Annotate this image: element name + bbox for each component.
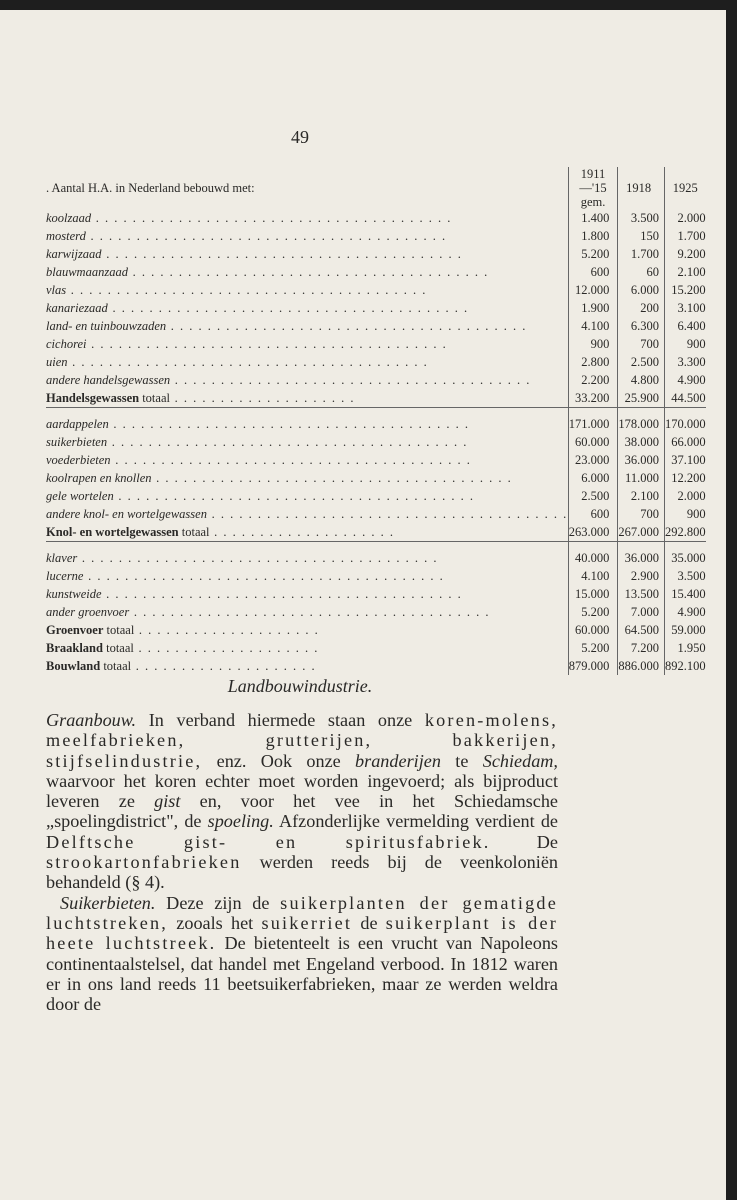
total-value: 5.200 xyxy=(568,639,618,657)
run: De bietenteelt is een vrucht van Napoleons continentaalstelsel, dat handel met Engeland verbood. In 1812 waren er in ons land reeds 11 beetsuikerfabrieken, maar ze werden weldra door de xyxy=(46,933,559,1015)
total-value: 292.800 xyxy=(664,523,705,542)
row-value: 1.900 xyxy=(568,299,618,317)
row-label xyxy=(46,567,568,585)
row-value: 1.400 xyxy=(568,209,618,227)
divider-cell xyxy=(46,542,568,550)
row-value: 6.300 xyxy=(618,317,665,335)
row-value: 4.100 xyxy=(568,317,618,335)
row-value: 600 xyxy=(568,505,618,523)
row-value: 2.100 xyxy=(664,263,705,281)
row-label xyxy=(46,281,568,299)
total-value: 886.000 xyxy=(618,657,665,675)
run: de xyxy=(352,912,386,933)
row-label-text: koolrapen en knollen . . . xyxy=(46,471,512,485)
run-italic: Schiedam, xyxy=(482,750,558,771)
run-spaced: strookartonfabrieken xyxy=(46,852,242,873)
row-label xyxy=(46,451,568,469)
total-label xyxy=(46,523,568,542)
row-label xyxy=(46,335,568,353)
total-value: 64.500 xyxy=(618,621,665,639)
run: en, voor het vee in het Schiedamsche „spoelingdistrict", de xyxy=(46,791,558,832)
table-row xyxy=(46,353,706,371)
total-label-rest: totaal . . . xyxy=(182,525,395,539)
run-spaced: suikerriet xyxy=(261,912,353,933)
row-label-text: karwijzaad . . . xyxy=(46,247,462,261)
run: Deze zijn de xyxy=(155,892,281,913)
row-value: 36.000 xyxy=(618,451,665,469)
row-label-text: klaver . . . xyxy=(46,551,438,565)
row-label xyxy=(46,209,568,227)
row-value: 36.000 xyxy=(618,549,665,567)
table-row xyxy=(46,451,706,469)
row-label xyxy=(46,469,568,487)
total-label-bold: Braakland xyxy=(46,641,103,655)
row-value: 9.200 xyxy=(664,245,705,263)
run: waarvoor het koren echter moet worden ingevoerd; als bijproduct leveren ze xyxy=(46,770,558,812)
row-label-text: ander groenvoer . . . xyxy=(46,605,490,619)
total-value: 879.000 xyxy=(568,657,618,675)
row-label xyxy=(46,549,568,567)
table-row xyxy=(46,505,706,523)
row-value: 60 xyxy=(618,263,665,281)
run-spaced: Delftsche gist- en spiritusfabriek. xyxy=(46,831,491,852)
run-italic: gist xyxy=(154,791,181,812)
total-value: 1.950 xyxy=(664,639,705,657)
row-label xyxy=(46,245,568,263)
run-italic: spoeling. xyxy=(207,811,274,832)
row-value: 3.100 xyxy=(664,299,705,317)
table-row xyxy=(46,469,706,487)
row-value: 5.200 xyxy=(568,603,618,621)
total-label-bold: Groenvoer xyxy=(46,623,104,637)
table-row xyxy=(46,281,706,299)
divider-cell xyxy=(618,542,665,550)
table-header-row xyxy=(46,167,706,209)
row-value: 2.100 xyxy=(618,487,665,505)
row-label xyxy=(46,585,568,603)
row-value: 12.000 xyxy=(568,281,618,299)
run-title: Suikerbieten. xyxy=(60,892,156,913)
row-label-text: uien . . . xyxy=(46,355,428,369)
divider-cell xyxy=(568,542,618,550)
run: enz. Ook onze xyxy=(202,750,356,771)
table-row xyxy=(46,433,706,451)
row-value: 37.100 xyxy=(664,451,705,469)
row-label xyxy=(46,415,568,433)
row-value: 700 xyxy=(618,335,665,353)
row-value: 35.000 xyxy=(664,549,705,567)
row-value: 3.300 xyxy=(664,353,705,371)
row-label xyxy=(46,487,568,505)
row-label-text: voederbieten . . . xyxy=(46,453,471,467)
row-value: 15.200 xyxy=(664,281,705,299)
row-label-text: land- en tuinbouwzaden . . . xyxy=(46,319,527,333)
row-label-text: andere handelsgewassen . . . xyxy=(46,373,531,387)
row-value: 1.700 xyxy=(664,227,705,245)
total-value: 59.000 xyxy=(664,621,705,639)
run: te xyxy=(440,750,483,771)
row-value: 12.200 xyxy=(664,469,705,487)
total-label-rest: totaal . . . xyxy=(103,659,316,673)
total-value: 25.900 xyxy=(618,389,665,408)
row-value: 2.500 xyxy=(618,353,665,371)
total-row xyxy=(46,639,706,657)
row-value: 1.700 xyxy=(618,245,665,263)
total-label-bold: Handelsgewassen xyxy=(46,391,140,405)
row-value: 900 xyxy=(568,335,618,353)
table-row xyxy=(46,549,706,567)
row-value: 2.900 xyxy=(618,567,665,585)
total-label-rest: totaal . . . xyxy=(106,641,319,655)
section-divider xyxy=(46,408,706,416)
total-value: 33.200 xyxy=(568,389,618,408)
row-label xyxy=(46,353,568,371)
total-value: 267.000 xyxy=(618,523,665,542)
row-value: 178.000 xyxy=(618,415,665,433)
total-value: 263.000 xyxy=(568,523,618,542)
row-label-text: gele wortelen . . . xyxy=(46,489,474,503)
table-row xyxy=(46,263,706,281)
total-label xyxy=(46,621,568,639)
row-label-text: andere knol- en wortelgewassen . . . xyxy=(46,507,568,521)
row-label-text: koolzaad . . . xyxy=(46,211,452,225)
table-row xyxy=(46,299,706,317)
row-label xyxy=(46,433,568,451)
table-row xyxy=(46,317,706,335)
acreage-table xyxy=(46,167,706,675)
total-label xyxy=(46,657,568,675)
row-value: 7.000 xyxy=(618,603,665,621)
row-value: 171.000 xyxy=(568,415,618,433)
header-col-1918: 1918 xyxy=(618,167,665,209)
book-page xyxy=(0,10,726,1200)
table-row xyxy=(46,603,706,621)
row-value: 600 xyxy=(568,263,618,281)
row-value: 2.800 xyxy=(568,353,618,371)
row-value: 900 xyxy=(664,505,705,523)
run: zooals het xyxy=(168,912,262,933)
row-label-text: vlas . . . xyxy=(46,283,427,297)
row-value: 23.000 xyxy=(568,451,618,469)
total-label xyxy=(46,389,568,408)
body-text xyxy=(46,710,558,1014)
section-heading: Landbouwindustrie. xyxy=(227,676,373,696)
run-spaced: suikerplanten der gematigde luchtstreken, xyxy=(46,892,558,933)
total-label-rest: totaal . . . xyxy=(142,391,355,405)
paragraph-graanbouw xyxy=(46,710,558,893)
row-value: 15.000 xyxy=(568,585,618,603)
total-label-bold: Bouwland xyxy=(46,659,101,673)
row-value: 40.000 xyxy=(568,549,618,567)
row-value: 5.200 xyxy=(568,245,618,263)
row-value: 60.000 xyxy=(568,433,618,451)
row-value: 4.900 xyxy=(664,371,705,389)
table-row xyxy=(46,209,706,227)
row-value: 200 xyxy=(618,299,665,317)
table-row xyxy=(46,415,706,433)
row-value: 4.100 xyxy=(568,567,618,585)
run: In verband hiermede staan onze xyxy=(136,710,425,730)
total-label-rest: totaal . . . xyxy=(107,623,320,637)
divider-cell xyxy=(664,542,705,550)
row-value: 13.500 xyxy=(618,585,665,603)
row-value: 4.900 xyxy=(664,603,705,621)
divider-cell xyxy=(618,408,665,416)
page-number: 49 xyxy=(291,127,309,147)
divider-cell xyxy=(46,408,568,416)
total-value: 892.100 xyxy=(664,659,706,673)
row-value: 6.400 xyxy=(664,317,705,335)
run-spaced: koren-molens, meelfabrieken, grutterijen, bakkerijen, stijfselindustrie, xyxy=(46,710,558,771)
row-label-text: mosterd . . . xyxy=(46,229,447,243)
table-row xyxy=(46,371,706,389)
row-value: 150 xyxy=(618,227,665,245)
total-value: 44.500 xyxy=(664,389,705,408)
run-spaced: suikerplant is der heete luchtstreek. xyxy=(46,912,558,954)
row-value: 900 xyxy=(664,335,705,353)
row-value: 6.000 xyxy=(618,281,665,299)
total-row xyxy=(46,389,706,408)
total-label xyxy=(46,639,568,657)
run: De xyxy=(490,831,558,852)
total-row xyxy=(46,657,706,675)
row-value: 170.000 xyxy=(664,417,706,431)
table-row xyxy=(46,245,706,263)
row-label xyxy=(46,299,568,317)
table-row xyxy=(46,227,706,245)
header-label: . Aantal H.A. in Nederland bebouwd met: xyxy=(46,181,255,195)
header-col-1911: 1911—'15 gem. xyxy=(568,167,618,209)
row-value: 3.500 xyxy=(618,209,665,227)
divider-cell xyxy=(568,408,618,416)
divider-cell xyxy=(664,408,705,416)
row-value: 11.000 xyxy=(618,469,665,487)
row-value: 2.500 xyxy=(568,487,618,505)
row-value: 700 xyxy=(618,505,665,523)
row-label-text: kanariezaad . . . xyxy=(46,301,469,315)
total-label-bold: Knol- en wortelgewassen xyxy=(46,525,179,539)
run: Afzonderlijke vermelding verdient de xyxy=(273,811,558,832)
row-label-text: kunstweide . . . xyxy=(46,587,462,601)
row-label-text: blauwmaanzaad . . . xyxy=(46,265,489,279)
row-value: 15.400 xyxy=(664,585,705,603)
run-title: Graanbouw. xyxy=(46,710,137,730)
row-label xyxy=(46,227,568,245)
row-label-text: cichorei . . . xyxy=(46,337,447,351)
row-value: 2.000 xyxy=(664,209,705,227)
row-value: 6.000 xyxy=(568,469,618,487)
row-value: 4.800 xyxy=(618,371,665,389)
run-italic: branderijen xyxy=(355,750,441,771)
table-row xyxy=(46,585,706,603)
row-label-text: lucerne . . . xyxy=(46,569,444,583)
row-value: 1.800 xyxy=(568,227,618,245)
row-value: 66.000 xyxy=(664,433,705,451)
total-row xyxy=(46,621,706,639)
header-col-1925: 1925 xyxy=(664,167,705,209)
row-value: 38.000 xyxy=(618,433,665,451)
total-value: 60.000 xyxy=(568,621,618,639)
section-divider xyxy=(46,542,706,550)
row-label xyxy=(46,603,568,621)
row-label-text: suikerbieten . . . xyxy=(46,435,468,449)
row-value: 2.200 xyxy=(568,371,618,389)
row-label xyxy=(46,317,568,335)
row-value: 3.500 xyxy=(664,567,705,585)
total-row xyxy=(46,523,706,542)
row-value: 2.000 xyxy=(664,487,705,505)
table-row xyxy=(46,567,706,585)
row-label-text: aardappelen . . . xyxy=(46,417,469,431)
run: werden reeds bij de veenkoloniën behandeld (§ 4). xyxy=(46,852,558,893)
row-label xyxy=(46,371,568,389)
paragraph-suikerbieten xyxy=(46,893,558,1015)
table-row xyxy=(46,335,706,353)
row-label xyxy=(46,263,568,281)
table-row xyxy=(46,487,706,505)
total-value: 7.200 xyxy=(618,639,665,657)
row-label xyxy=(46,505,568,523)
table-body xyxy=(46,209,706,675)
